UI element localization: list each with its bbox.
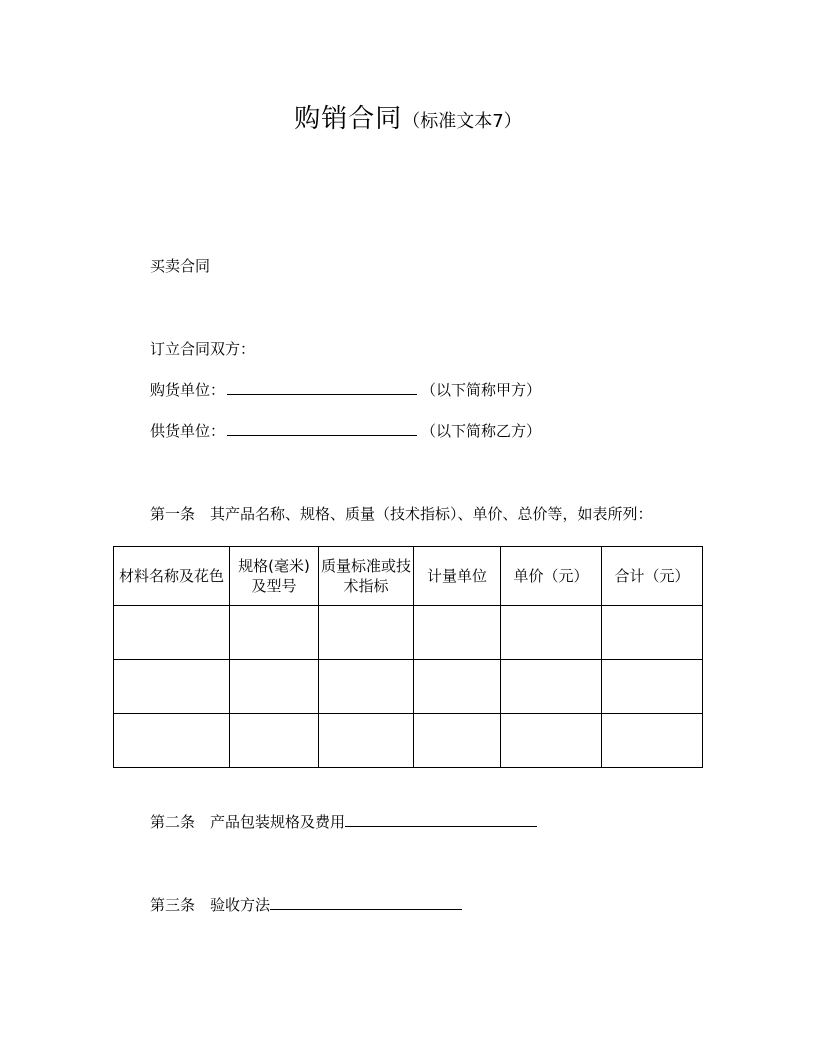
table-cell[interactable] [414, 606, 501, 660]
header-material-name: 材料名称及花色 [114, 547, 230, 606]
contract-type: 买卖合同 [150, 257, 211, 275]
table-cell[interactable] [230, 714, 319, 768]
buyer-blank[interactable] [227, 380, 417, 395]
table-cell[interactable] [501, 660, 602, 714]
table-cell[interactable] [114, 714, 230, 768]
buyer-label: 购货单位： [150, 381, 226, 399]
table-cell[interactable] [501, 606, 602, 660]
table-cell[interactable] [230, 660, 319, 714]
title-main: 购销合同 [294, 104, 403, 134]
header-unit: 计量单位 [414, 547, 501, 606]
table-cell[interactable] [114, 660, 230, 714]
buyer-note: （以下简称甲方） [421, 381, 542, 399]
clause-3-line [150, 895, 466, 915]
seller-note: （以下简称乙方） [421, 422, 542, 440]
header-quality-standard: 质量标准或技术指标 [319, 547, 414, 606]
parties-heading: 订立合同双方： [150, 340, 256, 358]
seller-blank[interactable] [227, 421, 417, 436]
packaging-blank[interactable] [345, 812, 537, 827]
table-cell[interactable] [319, 606, 414, 660]
table-row [114, 714, 703, 768]
seller-line [150, 421, 541, 441]
seller-label: 供货单位： [150, 422, 226, 440]
table-cell[interactable] [414, 714, 501, 768]
table-row [114, 606, 703, 660]
table-cell[interactable] [602, 714, 703, 768]
clause-2: 第二条 产品包装规格及费用 [150, 813, 346, 831]
acceptance-blank[interactable] [270, 895, 462, 910]
title-subtitle: （标准文本7） [402, 111, 522, 132]
document-title [0, 98, 816, 135]
product-table [113, 546, 703, 768]
table-cell[interactable] [602, 660, 703, 714]
table-cell[interactable] [602, 606, 703, 660]
header-unit-price: 单价（元） [501, 547, 602, 606]
table-row [114, 660, 703, 714]
clause-1: 第一条 其产品名称、规格、质量（技术指标）、单价、总价等，如表所列： [150, 505, 653, 523]
table-cell[interactable] [114, 606, 230, 660]
table-header-row [114, 547, 703, 606]
header-spec-model: 规格(毫米)及型号 [230, 547, 319, 606]
buyer-line [150, 380, 541, 400]
table-cell[interactable] [319, 660, 414, 714]
table-cell[interactable] [319, 714, 414, 768]
clause-2-line [150, 812, 541, 832]
clause-3: 第三条 验收方法 [150, 896, 271, 914]
table-cell[interactable] [414, 660, 501, 714]
table-cell[interactable] [230, 606, 319, 660]
header-total: 合计（元） [602, 547, 703, 606]
table-cell[interactable] [501, 714, 602, 768]
